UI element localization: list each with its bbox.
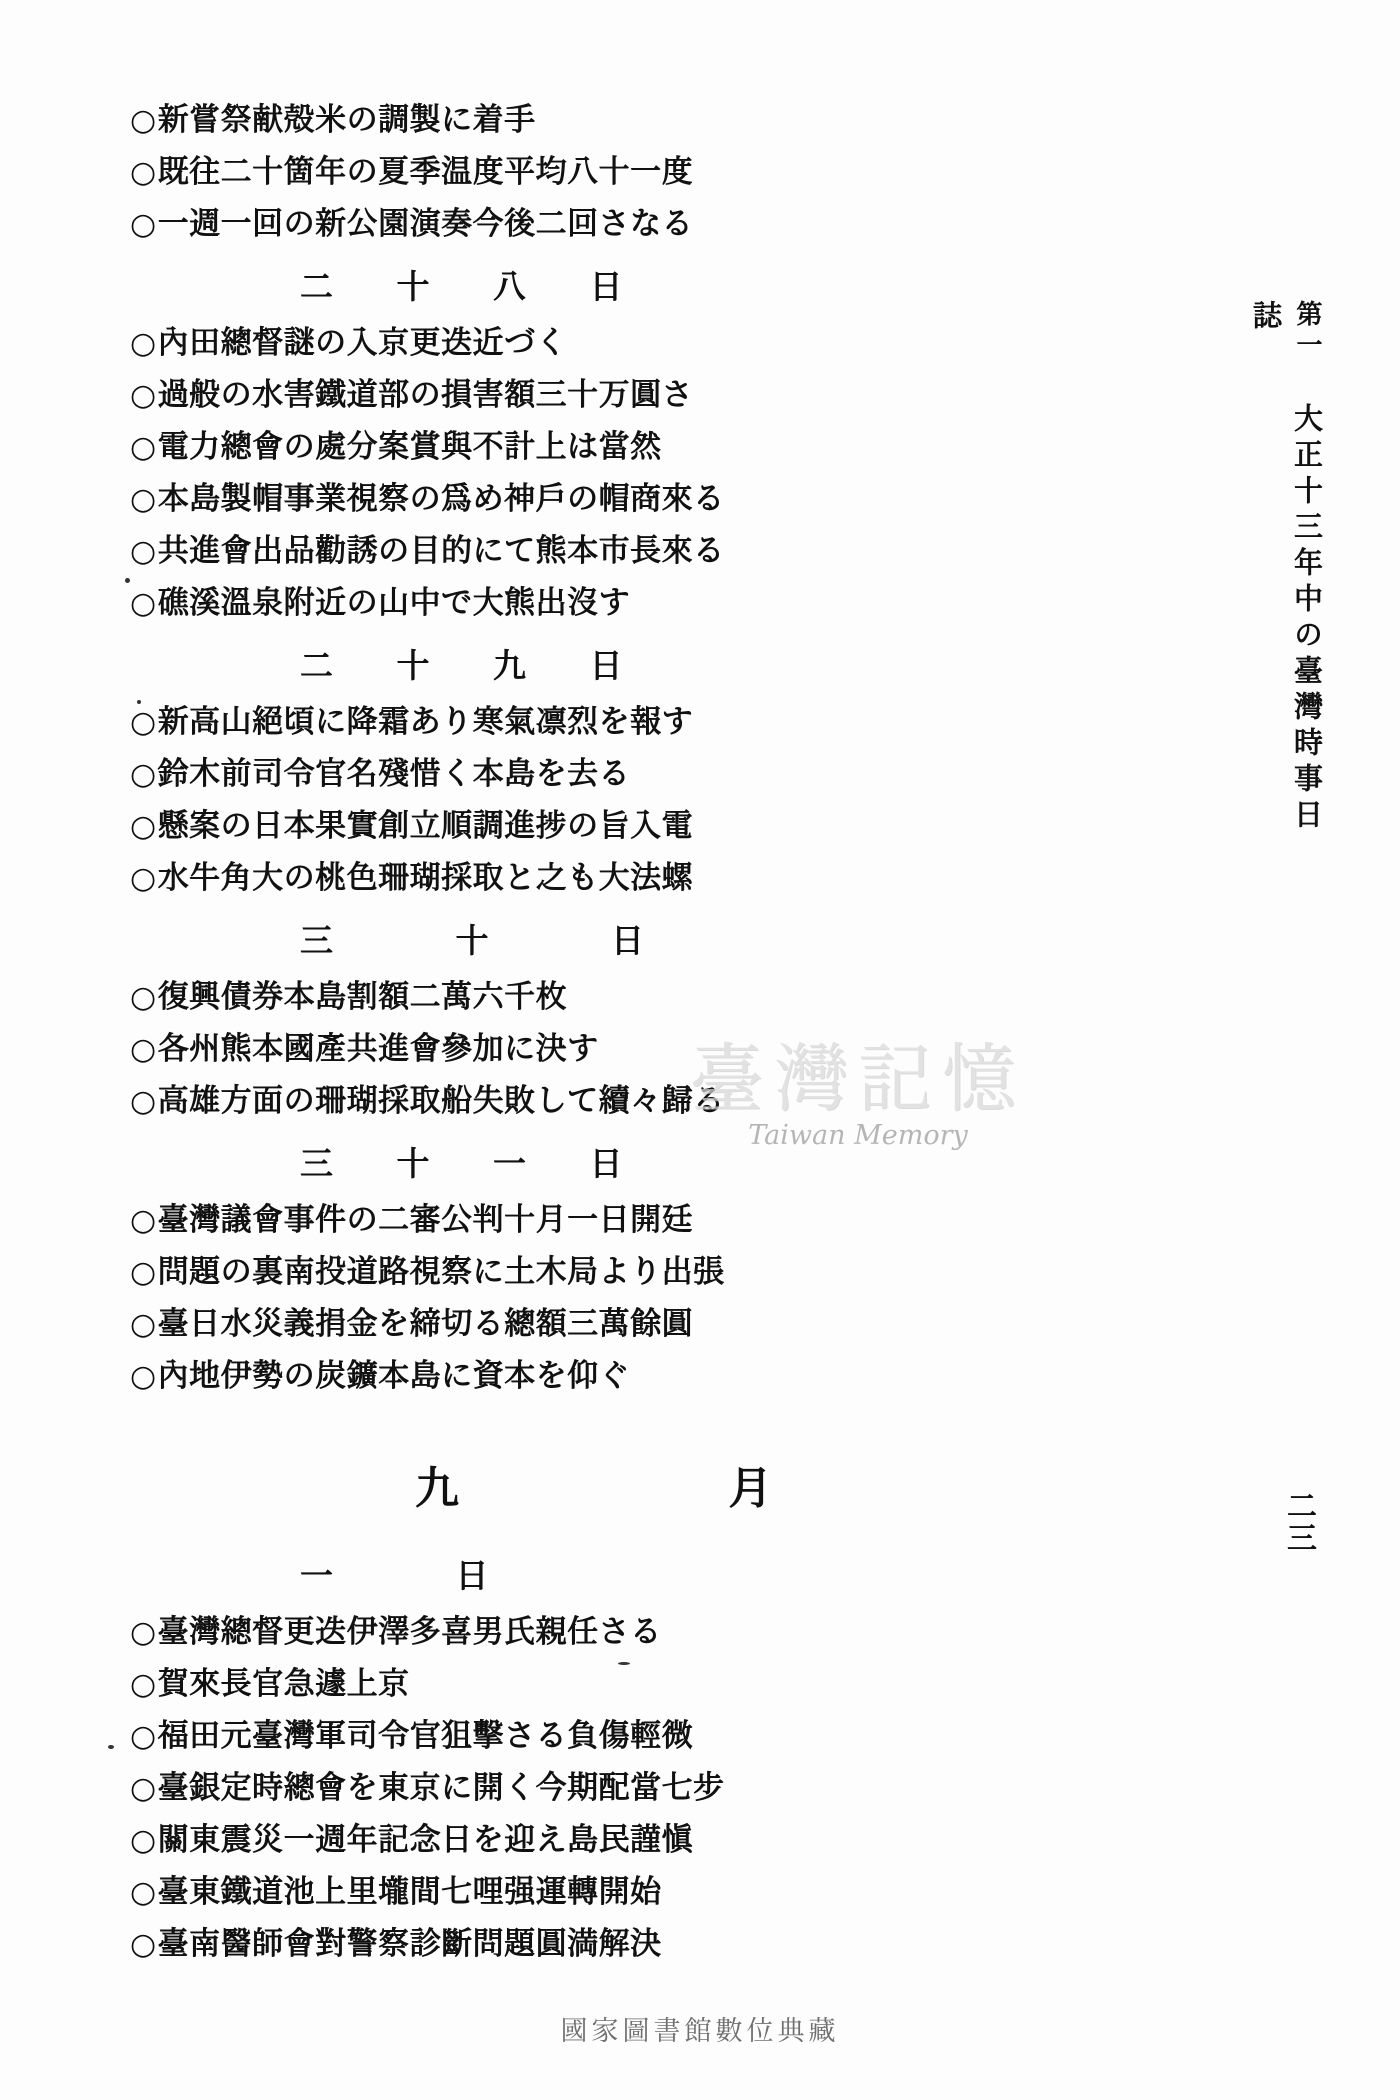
diary-entry-text: 臺銀定時總會を東京に開く今期配當七步 bbox=[157, 1770, 725, 1806]
running-head-title: 大正十三年中の臺灣時事日誌 bbox=[1249, 300, 1324, 835]
diary-entry-text: 共進會出品勸誘の目的にて熊本市長來る bbox=[157, 533, 725, 569]
diary-entry bbox=[130, 102, 830, 138]
watermark-main-text: 臺灣記憶 bbox=[690, 1036, 1026, 1122]
diary-entry bbox=[130, 1770, 830, 1806]
diary-entry-text: 電力總會の處分案賞與不計上は當然 bbox=[157, 429, 662, 465]
circle-bullet-icon: ○ bbox=[130, 705, 157, 740]
scan-speck bbox=[125, 578, 130, 583]
diary-entry bbox=[130, 860, 830, 896]
circle-bullet-icon: ○ bbox=[130, 1032, 157, 1067]
month-heading: 九 月 bbox=[415, 1463, 843, 1514]
diary-entry-text: 問題の裏南投道路視察に土木局より出張 bbox=[157, 1254, 725, 1290]
circle-bullet-icon: ○ bbox=[130, 861, 157, 896]
circle-bullet-icon: ○ bbox=[130, 1203, 157, 1238]
circle-bullet-icon: ○ bbox=[130, 1615, 157, 1650]
diary-entry-text: 本島製帽事業視察の爲め神戶の帽商來る bbox=[157, 481, 725, 517]
circle-bullet-icon: ○ bbox=[130, 980, 157, 1015]
diary-entry bbox=[130, 1718, 830, 1754]
diary-entry bbox=[130, 756, 830, 792]
diary-entry-text: 臺南醫師會對警察診斷問題圓満解決 bbox=[157, 1926, 662, 1962]
diary-entry bbox=[130, 979, 830, 1015]
circle-bullet-icon: ○ bbox=[130, 586, 157, 621]
diary-entry bbox=[130, 206, 830, 242]
diary-entry-text: 臺灣議會事件の二審公判十月一日開廷 bbox=[157, 1202, 694, 1238]
scan-speck bbox=[108, 1745, 114, 1749]
diary-entry-text: 新嘗祭献殻米の調製に着手 bbox=[157, 102, 536, 138]
page-number: 二三 bbox=[1281, 1490, 1316, 1554]
diary-entry bbox=[130, 325, 830, 361]
diary-entry-text: 懸案の日本果實創立順調進捗の旨入電 bbox=[157, 808, 694, 844]
diary-entry bbox=[130, 1306, 830, 1342]
diary-entry-text: 一週一回の新公園演奏今後二回さなる bbox=[157, 206, 694, 242]
diary-entry bbox=[130, 585, 830, 621]
circle-bullet-icon: ○ bbox=[130, 1667, 157, 1702]
diary-entry-text: 關東震災一週年記念日を迎え島民謹愼 bbox=[157, 1822, 694, 1858]
date-heading: 三 十 一 日 bbox=[300, 1144, 649, 1183]
circle-bullet-icon: ○ bbox=[130, 534, 157, 569]
circle-bullet-icon: ○ bbox=[130, 155, 157, 190]
diary-entry-text: 鈴木前司令官名殘惜く本島を去る bbox=[157, 756, 631, 792]
diary-entry bbox=[130, 154, 830, 190]
date-heading: 二 十 九 日 bbox=[300, 646, 649, 685]
circle-bullet-icon: ○ bbox=[130, 326, 157, 361]
circle-bullet-icon: ○ bbox=[130, 1771, 157, 1806]
diary-entry-text: 臺日水災義捐金を締切る總額三萬餘圓 bbox=[157, 1306, 694, 1342]
diary-entry bbox=[130, 1254, 830, 1290]
diary-entry bbox=[130, 1031, 830, 1067]
circle-bullet-icon: ○ bbox=[130, 1927, 157, 1962]
diary-entry-text: 高雄方面の珊瑚採取船失敗して續々歸る bbox=[157, 1083, 725, 1119]
diary-entry-text: 賀來長官急遽上京 bbox=[157, 1666, 410, 1702]
diary-entry bbox=[130, 1874, 830, 1910]
diary-entry bbox=[130, 1358, 830, 1394]
circle-bullet-icon: ○ bbox=[130, 1255, 157, 1290]
diary-entry bbox=[130, 808, 830, 844]
circle-bullet-icon: ○ bbox=[130, 757, 157, 792]
diary-entry bbox=[130, 377, 830, 413]
diary-entry-text: 內田總督謎の入京更迭近づく bbox=[157, 325, 568, 361]
circle-bullet-icon: ○ bbox=[130, 1307, 157, 1342]
running-head bbox=[1246, 300, 1328, 840]
circle-bullet-icon: ○ bbox=[130, 430, 157, 465]
diary-entry-text: 臺東鐵道池上里壠間七哩强運轉開始 bbox=[157, 1874, 662, 1910]
date-heading: 一 日 bbox=[300, 1556, 515, 1595]
scan-speck bbox=[137, 700, 141, 704]
diary-entry-text: 內地伊勢の炭鑛本島に資本を仰ぐ bbox=[157, 1358, 631, 1394]
diary-entry bbox=[130, 704, 830, 740]
diary-entry-text: 福田元臺灣軍司令官狙擊さる負傷輕微 bbox=[157, 1718, 694, 1754]
diary-entry bbox=[130, 429, 830, 465]
circle-bullet-icon: ○ bbox=[130, 1875, 157, 1910]
date-heading: 三 十 日 bbox=[300, 921, 670, 960]
circle-bullet-icon: ○ bbox=[130, 207, 157, 242]
diary-entry bbox=[130, 1614, 830, 1650]
footer-credit: 國家圖書館數位典藏 bbox=[560, 2016, 840, 2047]
diary-entry bbox=[130, 1083, 830, 1119]
diary-entry-text: 過般の水害鐵道部の損害額三十万圓さ bbox=[157, 377, 694, 413]
diary-entry-text: 既往二十箇年の夏季温度平均八十一度 bbox=[157, 154, 694, 190]
diary-entry bbox=[130, 1666, 830, 1702]
circle-bullet-icon: ○ bbox=[130, 103, 157, 138]
circle-bullet-icon: ○ bbox=[130, 1719, 157, 1754]
running-head-chapter: 第一 bbox=[1292, 300, 1322, 362]
diary-entry bbox=[130, 1926, 830, 1962]
circle-bullet-icon: ○ bbox=[130, 378, 157, 413]
diary-entry bbox=[130, 533, 830, 569]
circle-bullet-icon: ○ bbox=[130, 1084, 157, 1119]
diary-entry-text: 各州熊本國產共進會參加に決す bbox=[157, 1031, 599, 1067]
circle-bullet-icon: ○ bbox=[130, 482, 157, 517]
diary-entry bbox=[130, 481, 830, 517]
watermark-sub-text: Taiwan Memory bbox=[748, 1120, 968, 1151]
date-heading: 二 十 八 日 bbox=[300, 267, 649, 306]
scan-speck bbox=[618, 1662, 630, 1665]
diary-entry-text: 臺灣總督更迭伊澤多喜男氏親任さる bbox=[157, 1614, 662, 1650]
diary-entry-text: 礁溪溫泉附近の山中で大熊出沒す bbox=[157, 585, 631, 621]
diary-entry-text: 水牛角大の桃色珊瑚採取と之も大法螺 bbox=[157, 860, 694, 896]
diary-entry-text: 復興債券本島割額二萬六千枚 bbox=[157, 979, 568, 1015]
circle-bullet-icon: ○ bbox=[130, 1823, 157, 1858]
circle-bullet-icon: ○ bbox=[130, 809, 157, 844]
diary-entry bbox=[130, 1822, 830, 1858]
diary-entry bbox=[130, 1202, 830, 1238]
circle-bullet-icon: ○ bbox=[130, 1359, 157, 1394]
diary-entry-text: 新高山絕頃に降霜あり寒氣凛烈を報す bbox=[157, 704, 694, 740]
page-body bbox=[130, 102, 843, 1981]
